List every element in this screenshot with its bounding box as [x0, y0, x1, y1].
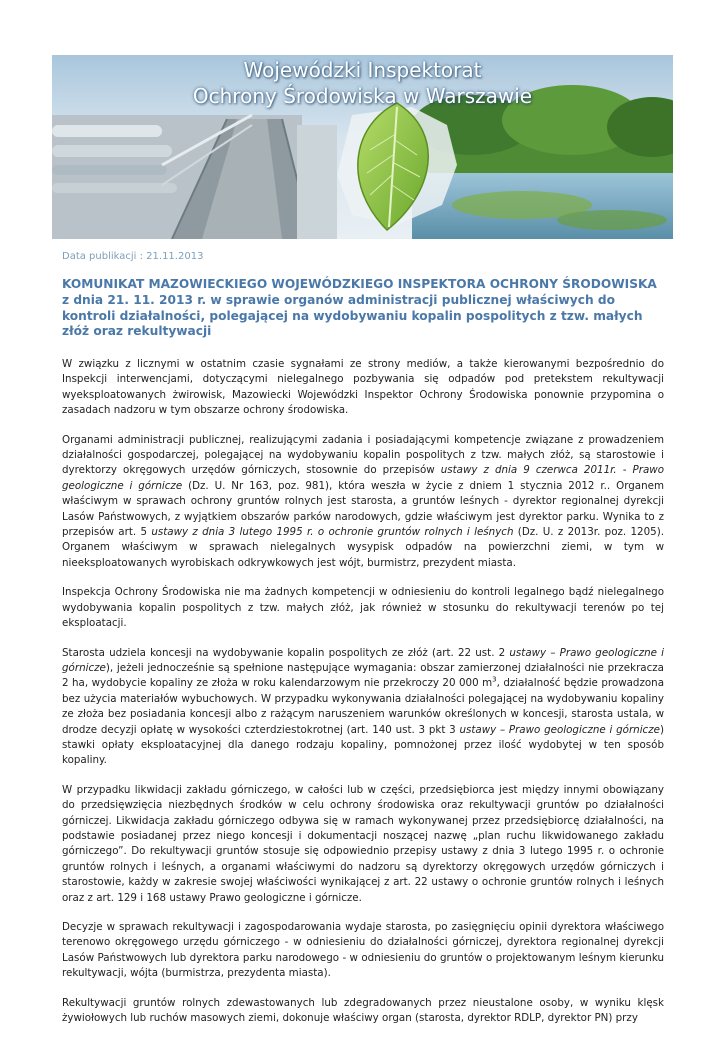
- paragraph-4-text-c: ), jeżeli jednocześnie są spełnione następujące wymagania: obszar zamierzonej działalności nie przekracza 2 ha, wydobycie kopaliny ze złoża w roku kalendarzowym nie przekroczy 20 000 m: [62, 661, 664, 690]
- paragraph-2-text-c: (Dz. U. Nr 163, poz. 981), która weszła w życie z dniem 1 stycznia 2012 r.. Organem właściwym w sprawach ochrony gruntów rolnych jest starosta, a gruntów leśnych - dyrektor regionalnej dyrekcji Lasów Państwowych, z wyjątkiem obszarów parków narodowych, gdzie właściwym jest dyrektor parku. Wynika to z przepisów art. 5: [62, 479, 664, 539]
- paragraph-4-law-reference-2: ustawy – Prawo geologiczne i górnicze: [459, 723, 660, 736]
- paragraph-6: Decyzje w sprawach rekultywacji i zagospodarowania wydaje starosta, po zasięgnięciu opinii dyrektora właściwego terenowo okręgowego urzędu górniczego - w odniesieniu do działalności górniczej, dyrektora regionalnej dyrekcji Lasów Państwowych lub dyrektora parku narodowego - w odniesieniu do gruntów o projektowanym leśnym kierunku rekultywacji, wójta (burmistrza, prezydenta miasta).: [62, 921, 664, 980]
- paragraph-2-text-e: (Dz. U. z 2013r. poz. 1205). Organem właściwym w sprawach nielegalnych wysypisk odpadów na powierzchni ziemi, w tym w nieeksploatowanych wyrobiskach odkrywkowych jest wójt, burmistrz, prezydent miasta.: [62, 526, 664, 569]
- banner-title-line-2: Ochrony Środowiska w Warszawie: [192, 84, 533, 108]
- banner-title: [52, 55, 673, 115]
- paragraph-4-law-reference: ustawy – Prawo geologiczne i górnicze: [62, 646, 664, 674]
- article-title: KOMUNIKAT MAZOWIECKIEGO WOJEWÓDZKIEGO INSPEKTORA OCHRONY ŚRODOWISKA z dnia 21. 11. 2013 r. w sprawie organów administracji publicznej właściwych do kontroli działalności, polegającej na wydobywaniu kopalin pospolitych z tzw. małych złóż oraz rekultywacji: [62, 277, 657, 339]
- paragraph-4: [62, 646, 664, 769]
- paragraph-4-text-f: ) stawki opłaty eksploatacyjnej dla danego rodzaju kopaliny, pomnożonej przez ilość wydobytej w ten sposób kopaliny.: [62, 723, 664, 767]
- banner-title-line-1: Wojewódzki Inspektorat: [243, 58, 482, 82]
- publication-date: Data publikacji : 21.11.2013: [62, 251, 204, 262]
- paragraph-1: W związku z licznymi w ostatnim czasie sygnałami ze strony mediów, a także kierowanymi bezpośrednio do Inspekcji interwencjami, dotyczącymi nielegalnego pozbywania się odpadów pod pretekstem rekultywacji wyeksploatowanych żwirowisk, Mazowiecki Wojewódzki Inspektor Ochrony Środowiska ponownie przypomina o zasadach nadzoru w tym obszarze ochrony środowiska.: [62, 358, 664, 417]
- paragraph-4-text-a: Starosta udziela koncesji na wydobywanie kopalin pospolitych ze złóż (art. 22 ust. 2: [62, 646, 510, 659]
- paragraph-2-text-a: Organami administracji publicznej, realizującymi zadania i posiadającymi kompetencje związane z prowadzeniem działalności gospodarczej, polegającej na wydobywaniu kopalin pospolitych z tzw. małych złóż, są starostowie i dyrektorzy okręgowych urzędów górniczych, stosownie do przepisów: [62, 433, 664, 477]
- paragraph-2: [62, 433, 664, 572]
- paragraph-4-text-d: , działalność będzie prowadzona bez użycia materiałów wybuchowych. W przypadku wykonywania działalności polegającej na wydobywaniu kopaliny ze złoża bez posiadania koncesji albo z rażącym naruszeniem warunków określonych w koncesji, starosta ustala, w drodze decyzji opłatę w wysokości czterdziestokrotnej (art. 140 ust. 3 pkt 3: [62, 677, 664, 736]
- paragraph-7: Rekultywacji gruntów rolnych zdewastowanych lub zdegradowanych przez nieustalone osoby, w wyniku klęsk żywiołowych lub ruchów masowych ziemi, dokonuje właściwy organ (starosta, dyrektor RDLP, dyrektor PN) przy: [62, 996, 664, 1025]
- paragraph-5: W przypadku likwidacji zakładu górniczego, w całości lub w części, przedsiębiorca jest między innymi obowiązany do przedsięwzięcia niezbędnych środków w celu ochrony środowiska oraz rekultywacji gruntów po działalności górniczej. Likwidacja zakładu górniczego odbywa się w ramach wykonywanej przez przedsiębiorcę działalności, na podstawie posiadanej przez niego koncesji i dokumentacji noszącej nazwę „plan ruchu likwidowanego zakładu górniczego”. Do rekultywacji gruntów stosuje się odpowiednio przepisy ustawy z dnia 3 lutego 1995 r. o ochronie gruntów rolnych i leśnych, a organami właściwymi do nadzoru są dyrektorzy okręgowych urzędów górniczych i starostowie, każdy w zakresie swojej właściwości wynikającej z art. 22 ustawy o ochronie gruntów rolnych i leśnych oraz z art. 129 i 168 ustawy Prawo geologiczne i górnicze.: [62, 783, 664, 904]
- paragraph-2-law-reference: ustawy z dnia 9 czerwca 2011r. - Prawo geologiczne i górnicze: [62, 464, 664, 492]
- header-banner: [52, 55, 673, 239]
- paragraph-3: Inspekcja Ochrony Środowiska nie ma żadnych kompetencji w odniesieniu do kontroli legalnego bądź nielegalnego wydobywania kopalin pospolitych z tzw. małych złóż, jak również w stosunku do rekultywacji terenów po tej eksploatacji.: [62, 586, 664, 630]
- paragraph-2-law-reference-2: ustawy z dnia 3 lutego 1995 r. o ochronie gruntów rolnych i leśnych: [151, 526, 514, 539]
- cubic-superscript: 3: [492, 675, 497, 684]
- article-body: [62, 357, 664, 1040]
